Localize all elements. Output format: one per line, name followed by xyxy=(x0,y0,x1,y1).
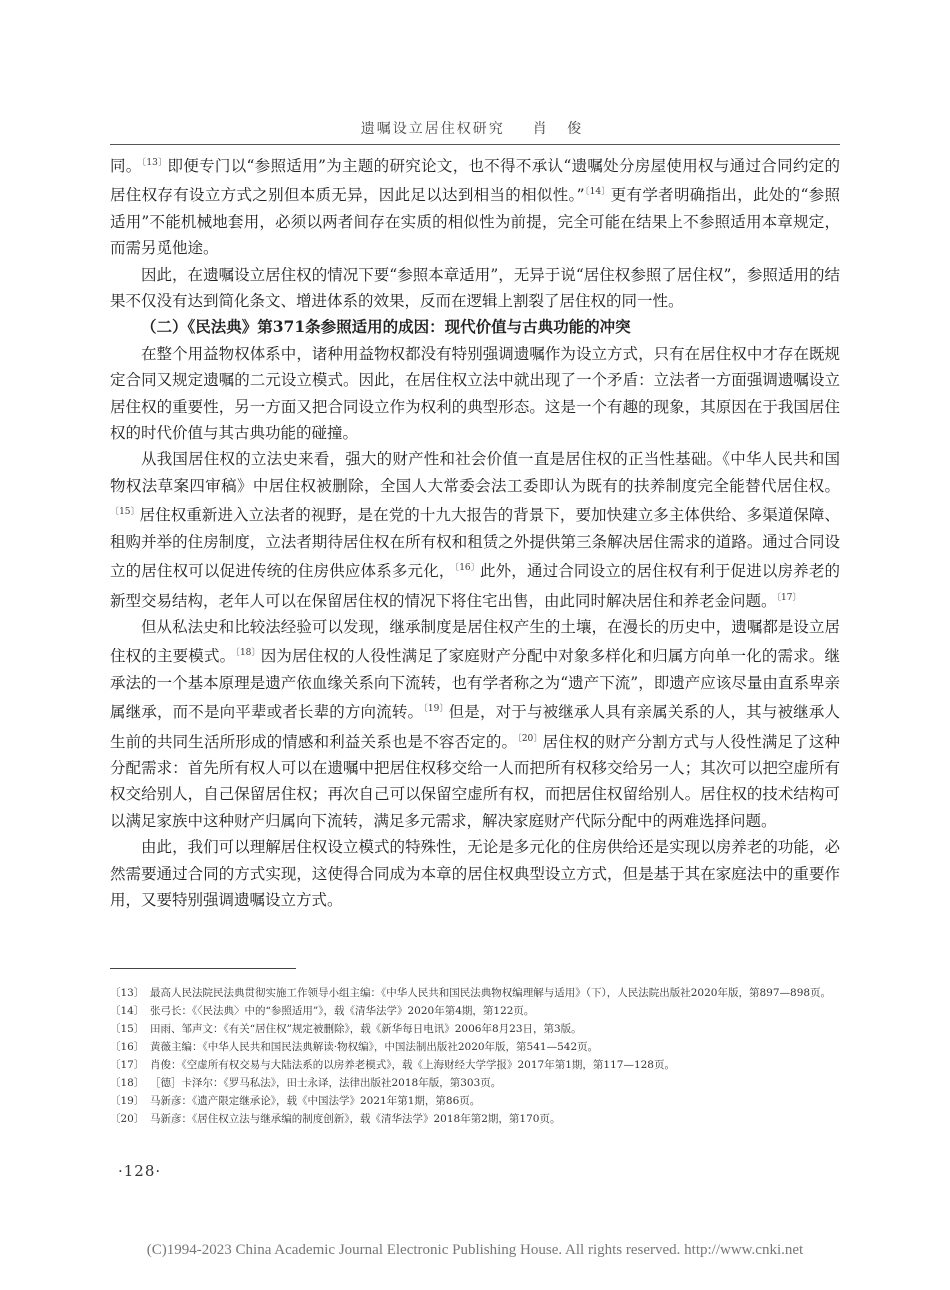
body-paragraph xyxy=(110,341,840,447)
footnote-item xyxy=(110,1056,840,1074)
running-head-author: 肖 俊 xyxy=(532,121,590,137)
footnote-number: 〔14〕 xyxy=(110,1005,145,1017)
footnote-item xyxy=(110,984,840,1002)
body-paragraph xyxy=(110,614,840,834)
footnote-item xyxy=(110,1110,840,1128)
text-run: 因为居住权的人役性满足了家庭财产分配中对象多样化和归属方向单一化的需求。继承法的一个基本原理是遗产依血缘关系向下流转，也有学者称之为“遗产下流”，即遗产应该尽量由直系卑亲属继承，而不是向平辈或者长辈的方向流转。 xyxy=(110,647,840,722)
section-heading xyxy=(110,314,840,340)
footnote-ref[interactable]: 〔20〕 xyxy=(517,733,543,744)
footnote-number: 〔17〕 xyxy=(110,1059,145,1071)
text-run: 更有学者明确指出，此处的“参照适用”不能机械地套用，必须以两者间存在实质的相似性为前提，完全可能在结果上不参照适用本章规定，而需另觅他途。 xyxy=(110,186,840,258)
footnote-text: 黄薇主编：《中华人民共和国民法典解读·物权编》，中国法制出版社2020年版，第541—542页。 xyxy=(150,1041,599,1053)
running-head xyxy=(0,118,950,138)
copyright-watermark: (C)1994-2023 China Academic Journal Electronic Publishing House. All rights reserved. http://www.cnki.net xyxy=(146,1242,804,1258)
text-run: 但是，对于与被继承人具有亲属关系的人，其与被继承人生前的共同生活所形成的情感和利益关系也是不容否定的。 xyxy=(110,703,840,751)
footnote-number: 〔19〕 xyxy=(110,1095,145,1107)
text-run: 在整个用益物权体系中，诸种用益物权都没有特别强调遗嘱作为设立方式，只有在居住权中才存在既规定合同又规定遗嘱的二元设立模式。因此，在居住权立法中就出现了一个矛盾：立法者一方面强调遗嘱设立居住权的重要性，另一方面又把合同设立作为权利的典型形态。这是一个有趣的现象，其原因在于我国居住权的时代价值与其古典功能的碰撞。 xyxy=(110,344,840,443)
text-run: 因此，在遗嘱设立居住权的情况下要“参照本章适用”，无异于说“居住权参照了居住权”，参照适用的结果不仅没有达到简化条文、增进体系的效果，反而在逻辑上割裂了居住权的同一性。 xyxy=(110,265,840,311)
body-paragraph xyxy=(110,446,840,613)
article-body xyxy=(110,150,840,913)
body-paragraph xyxy=(110,834,840,913)
footnote-number: 〔13〕 xyxy=(110,987,145,999)
body-paragraph xyxy=(110,262,840,315)
text-run: 此外，通过合同设立的居住权有利于促进以房养老的新型交易结构，老年人可以在保留居住权的情况下将住宅出售，由此同时解决居住和养老金问题。 xyxy=(110,562,840,610)
footnote-ref[interactable]: 〔17〕 xyxy=(776,592,802,603)
page-number: ·128· xyxy=(118,1162,162,1180)
footnote-number: 〔15〕 xyxy=(110,1023,145,1035)
footnotes xyxy=(110,984,840,1128)
footnote-number: 〔16〕 xyxy=(110,1041,145,1053)
footnote-item xyxy=(110,1002,840,1020)
footnote-item xyxy=(110,1092,840,1110)
footnote-text: 马新彦：《居住权立法与继承编的制度创新》，载《清华法学》2018年第2期，第170页。 xyxy=(150,1113,561,1125)
footnote-ref[interactable]: 〔19〕 xyxy=(423,704,449,715)
text-run: 居住权重新进入立法者的视野，是在党的十九大报告的背景下，要加快建立多主体供给、多渠道保障、租购并举的住房制度，立法者期待居住权在所有权和租赁之外提供第三条解决居住需求的道路。通过合同设立的居住权可以促进传统的住房供应体系多元化， xyxy=(110,506,840,581)
footnote-item xyxy=(110,1020,840,1038)
running-head-title: 遗嘱设立居住权研究 xyxy=(360,121,505,137)
footnote-item xyxy=(110,1074,840,1092)
footnote-text: 张弓长：《〈民法典〉中的“参照适用”》，载《清华法学》2020年第4期，第122页。 xyxy=(150,1005,535,1017)
text-run: 即便专门以“参照适用”为主题的研究论文，也不得不承认“遗嘱处分房屋使用权与通过合同约定的居住权存有设立方式之别但本质无异，因此足以达到相当的相似性。” xyxy=(110,157,840,205)
footnote-text: ［德］卡泽尔：《罗马私法》，田士永译，法律出版社2018年版，第303页。 xyxy=(150,1077,502,1089)
footnote-text: 田雨、邹声文：《有关“居住权”规定被删除》，载《新华每日电讯》2006年8月23日，第3版。 xyxy=(150,1023,582,1035)
text-run: 由此，我们可以理解居住权设立模式的特殊性，无论是多元化的住房供给还是实现以房养老的功能，必然需要通过合同的方式实现，这使得合同成为本章的居住权典型设立方式，但是基于其在家庭法中的重要作用，又要特别强调遗嘱设立方式。 xyxy=(110,838,840,909)
footnote-ref[interactable]: 〔18〕 xyxy=(235,648,261,659)
footnote-ref[interactable]: 〔13〕 xyxy=(141,158,168,168)
text-run: 但从私法史和比较法经验可以发现，继承制度是居住权产生的土壤，在漫长的历史中，遗嘱都是设立居住权的主要模式。 xyxy=(110,617,840,666)
footnote-ref[interactable]: 〔14〕 xyxy=(584,187,611,198)
footnote-item xyxy=(110,1038,840,1056)
footnote-text: 最高人民法院民法典贯彻实施工作领导小组主编：《中华人民共和国民法典物权编理解与适用》（下），人民法院出版社2020年版，第897—898页。 xyxy=(150,987,832,999)
footnote-ref[interactable]: 〔15〕 xyxy=(110,507,140,518)
footnote-text: 肖俊：《空虚所有权交易与大陆法系的以房养老模式》，载《上海财经大学学报》2017年第1期，第117—128页。 xyxy=(150,1059,675,1071)
footnote-number: 〔20〕 xyxy=(110,1113,145,1125)
body-paragraph xyxy=(110,150,840,262)
footnote-number: 〔18〕 xyxy=(110,1077,145,1089)
text-run: 居住权的财产分割方式与人役性满足了这种分配需求：首先所有权人可以在遗嘱中把居住权移交给一人而把所有权移交给另一人；其次可以把空虚所有权交给别人，自己保留居住权；再次自己可以保留空虚所有权，而把居住权留给别人。居住权的技术结构可以满足家族中这种财产归属向下流转，满足多元需求，解决家庭财产代际分配中的两难选择问题。 xyxy=(110,732,840,830)
header-rule xyxy=(110,144,840,145)
text-run: 从我国居住权的立法史来看，强大的财产性和社会价值一直是居住权的正当性基础。《中华人民共和国物权法草案四审稿》中居住权被删除，全国人大常委会法工委即认为既有的扶养制度完全能替代居住权。 xyxy=(110,450,840,495)
text-run: （二）《民法典》第371条参照适用的成因：现代价值与古典功能的冲突 xyxy=(141,317,631,337)
text-run: 同。 xyxy=(110,157,142,175)
footnote-rule xyxy=(110,968,296,969)
footnote-ref[interactable]: 〔16〕 xyxy=(454,563,480,574)
footnote-text: 马新彦：《遗产限定继承论》，载《中国法学》2021年第1期，第86页。 xyxy=(150,1095,481,1107)
